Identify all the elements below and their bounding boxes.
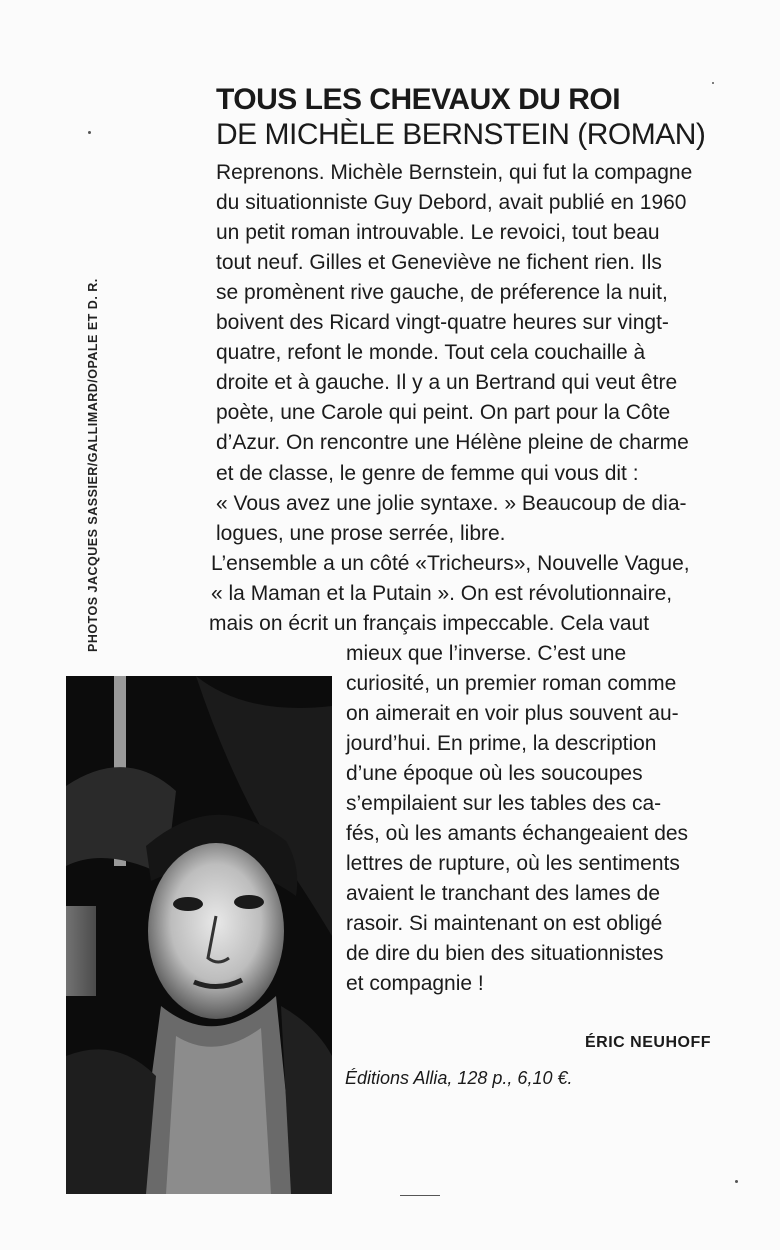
body-line: curiosité, un premier roman comme xyxy=(346,671,677,695)
body-line: Reprenons. Michèle Bernstein, qui fut la compagne xyxy=(216,161,693,184)
body-line: d’Azur. On rencontre une Hélène pleine de charme xyxy=(216,431,689,455)
body-line: un petit roman introuvable. Le revoici, tout beau xyxy=(216,221,660,245)
body-line: « la Maman et la Putain ». On est révolutionnaire, xyxy=(211,581,673,605)
body-line: mieux que l’inverse. C’est une xyxy=(346,641,627,665)
body-line: du situationniste Guy Debord, avait publié en 1960 xyxy=(216,191,687,215)
scan-speck xyxy=(400,1195,440,1196)
body-line: mais on écrit un français impeccable. Cela vaut xyxy=(209,611,650,635)
body-line: tout neuf. Gilles et Geneviève ne fichent rien. Ils xyxy=(216,251,662,275)
body-line: on aimerait en voir plus souvent au- xyxy=(346,701,679,725)
article-title: TOUS LES CHEVAUX DU ROI xyxy=(216,83,621,116)
article-subtitle: DE MICHÈLE BERNSTEIN (ROMAN) xyxy=(216,118,706,151)
body-line: se promènent rive gauche, de préference la nuit, xyxy=(216,281,668,305)
body-line: logues, une prose serrée, libre. xyxy=(216,521,506,545)
body-line: de dire du bien des situationnistes xyxy=(346,942,664,966)
body-line: lettres de rupture, où les sentiments xyxy=(346,852,680,876)
body-line: fés, où les amants échangeaient des xyxy=(346,822,689,846)
scan-speck xyxy=(712,82,714,84)
body-line: boivent des Ricard vingt-quatre heures sur vingt- xyxy=(216,311,669,335)
body-line: quatre, refont le monde. Tout cela couchaille à xyxy=(216,341,646,365)
publication-info: Éditions Allia, 128 p., 6,10 €. xyxy=(345,1068,573,1088)
body-line: L’ensemble a un côté «Tricheurs», Nouvelle Vague, xyxy=(211,551,690,575)
photo-credit: PHOTOS JACQUES SASSIER/GALLIMARD/OPALE ET D. R. xyxy=(86,278,100,652)
body-line: d’une époque où les soucoupes xyxy=(346,762,643,785)
body-line: jourd’hui. En prime, la description xyxy=(346,731,657,755)
scan-speck xyxy=(735,1180,738,1183)
body-line: avaient le tranchant des lames de xyxy=(346,882,661,906)
body-line: « Vous avez une jolie syntaxe. » Beaucoup de dia- xyxy=(216,491,687,515)
author-signature: ÉRIC NEUHOFF xyxy=(585,1034,711,1051)
body-line: poète, une Carole qui peint. On part pour la Côte xyxy=(216,401,671,425)
body-line: et de classe, le genre de femme qui vous dit : xyxy=(216,461,639,485)
body-line: rasoir. Si maintenant on est obligé xyxy=(346,912,663,936)
body-line: et compagnie ! xyxy=(346,972,484,996)
author-photo xyxy=(66,676,332,1194)
body-line: s’empilaient sur les tables des ca- xyxy=(346,792,662,816)
scan-speck xyxy=(88,131,91,134)
body-line: droite et à gauche. Il y a un Bertrand qui veut être xyxy=(216,371,678,395)
